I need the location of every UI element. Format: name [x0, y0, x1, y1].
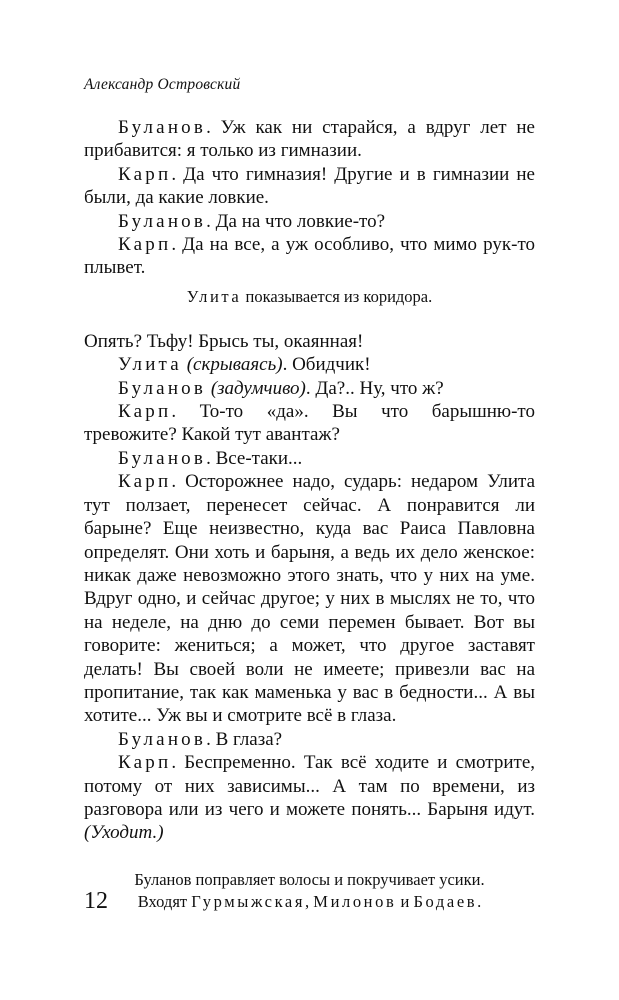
- remark: (Уходит.): [84, 822, 164, 844]
- direction-text: показывается из коридора.: [241, 286, 433, 306]
- dialogue-line: [84, 470, 535, 727]
- dialogue-line: [84, 233, 535, 280]
- stage-direction: [84, 869, 535, 913]
- dialogue-line: [84, 330, 535, 353]
- line-text: . В глаза?: [206, 728, 283, 750]
- separator: и: [396, 891, 414, 911]
- remark: (скрываясь): [186, 354, 283, 376]
- dialogue-line: [84, 353, 535, 376]
- line-text: . Да на что ловкие-то?: [206, 210, 386, 232]
- running-header-author: Александр Островский: [84, 76, 241, 93]
- separator: ,: [305, 891, 314, 911]
- line-text: . Все-таки...: [206, 447, 303, 469]
- speaker-name: Карп: [118, 401, 172, 423]
- line-text: . Да на все, а уж особливо, что мимо рук-то плывет.: [84, 234, 535, 279]
- page-body: [84, 116, 535, 913]
- line-text: Опять? Тьфу! Брысь ты, окаянная!: [84, 330, 364, 352]
- speaker-name: Милонов: [313, 891, 397, 911]
- stage-direction: [84, 286, 535, 308]
- dialogue-line: [84, 163, 535, 210]
- line-text: . Да?.. Ну, что ж?: [305, 377, 444, 399]
- speaker-name: Улита: [186, 286, 242, 306]
- speaker-name: Карп: [118, 163, 172, 185]
- direction-text: Буланов поправляет волосы и покручивает усики.: [134, 869, 485, 889]
- speaker-name: Улита: [118, 354, 182, 376]
- dialogue-line: [84, 210, 535, 233]
- separator: .: [477, 891, 482, 911]
- line-text: . Беспременно. Так всё ходите и смотрите, потому от них зависимы... А там по времени, из разговора или из чего и можете понять... Барыня идут.: [84, 752, 535, 820]
- speaker-name: Буланов: [118, 117, 207, 138]
- speaker-name: Карп: [118, 752, 172, 774]
- remark: (задумчиво): [210, 377, 306, 399]
- line-text: . Уж как ни старайся, а вдруг лет не прибавится: я только из гимназии.: [84, 117, 535, 162]
- spacer: [84, 308, 535, 330]
- line-text: . Осторожнее надо, сударь: недаром Улита тут ползает, перенесет сейчас. А понравится ли барыне? Еще неизвестно, куда вас Раиса Павловна определят. Они хоть и барыня, а ведь их дело женское: никак даже невозможно этого знать, что у них на уме. Вдруг одно, и сейчас другое; у них в мыслях не то, что на неделе, на дню до семи перемен бывает. Вот вы говорите: жениться; а может, что другое заставят делать! Вы своей воли не имеете; привезли вас на пропитание, так как маменька у вас в бедности... А вы хотите... Уж вы и смотрите всё в глаза.: [84, 471, 535, 727]
- direction-text: Входят: [137, 891, 192, 911]
- speaker-name: Карп: [118, 471, 172, 493]
- line-text: . То-то «да». Вы что барышню-то тревожите? Какой тут авантаж?: [84, 401, 535, 446]
- speaker-name: Гурмыжская: [191, 891, 306, 911]
- dialogue-line: [84, 400, 535, 447]
- speaker-name: Буланов: [118, 447, 207, 469]
- dialogue-line: [84, 377, 535, 400]
- dialogue-line: [84, 447, 535, 470]
- speaker-name: Буланов: [118, 210, 207, 232]
- page-number: 12: [84, 888, 108, 914]
- dialogue-line: [84, 751, 535, 845]
- dialogue-line: [84, 116, 535, 163]
- speaker-name: Карп: [118, 234, 172, 256]
- speaker-name: Бодаев: [413, 891, 478, 911]
- speaker-name: Буланов: [118, 377, 207, 399]
- speaker-name: Буланов: [118, 728, 207, 750]
- line-text: . Обидчик!: [282, 354, 371, 376]
- line-text: . Да что гимназия! Другие и в гимназии не были, да какие ловкие.: [84, 163, 535, 209]
- spacer: [84, 845, 535, 863]
- dialogue-line: [84, 728, 535, 751]
